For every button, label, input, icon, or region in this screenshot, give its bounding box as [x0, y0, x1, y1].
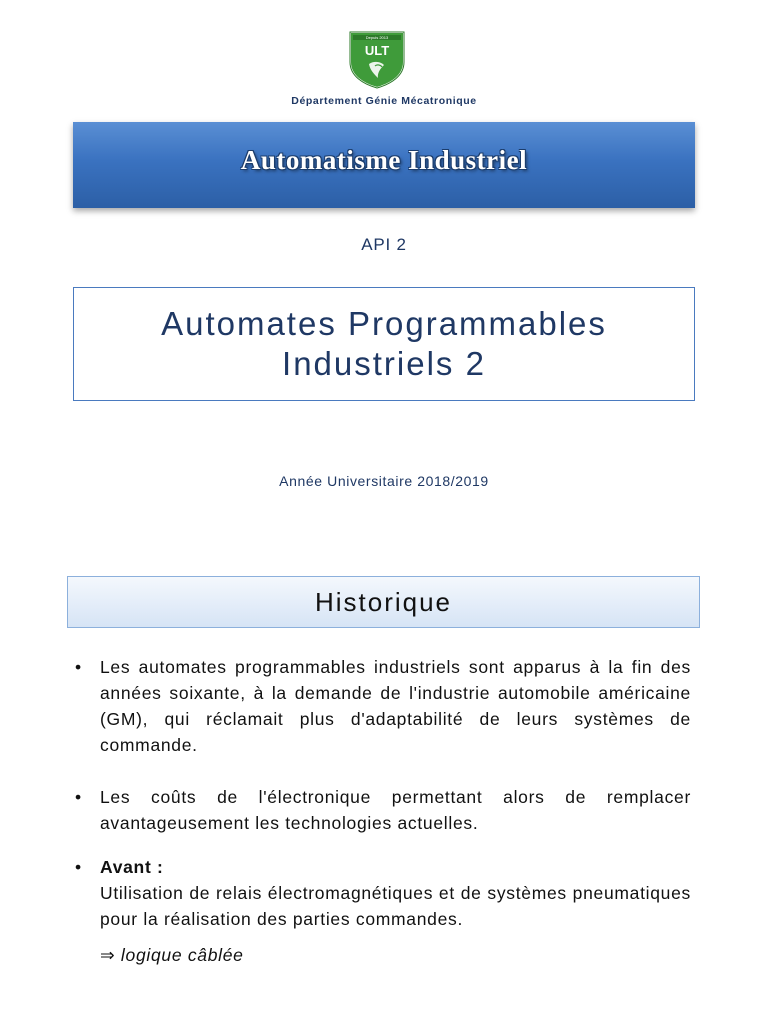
logo-subtext: Depuis 2013 [365, 35, 389, 41]
course-title: Automatisme Industriel [240, 144, 528, 175]
document-title-box [73, 287, 695, 401]
course-code: API 2 [361, 235, 407, 254]
section-header [67, 576, 700, 628]
bullet-result: ⇒ logique câblée [100, 945, 244, 965]
document-title-line1: Automates Programmables [161, 305, 607, 342]
bullet-label: • Avant : [100, 857, 164, 877]
logo-text: ULT [364, 43, 390, 58]
course-banner [73, 122, 695, 208]
bullet-text: Les coûts de l'électronique permettant alors de remplacer avantageusement les technologies actuelles. [100, 787, 691, 833]
document-title-line2: Industriels 2 [282, 345, 486, 382]
list-item [75, 854, 691, 968]
list-item [75, 654, 691, 758]
university-logo [347, 28, 407, 90]
bullet-text: Les automates programmables industriels sont apparus à la fin des années soixante, à la demande de l'industrie automobile américaine (GM), qui réclamait plus d'adaptabilité de leurs systèmes de commande. [100, 657, 691, 755]
academic-year: Année Universitaire 2018/2019 [279, 473, 489, 489]
department-name: Département Génie Mécatronique [291, 95, 477, 107]
bullet-text: Utilisation de relais électromagnétiques et de systèmes pneumatiques pour la réalisation des parties commandes. [100, 883, 691, 929]
section-title: Historique [314, 586, 453, 617]
list-item [75, 784, 691, 836]
bullet-list [75, 654, 691, 968]
